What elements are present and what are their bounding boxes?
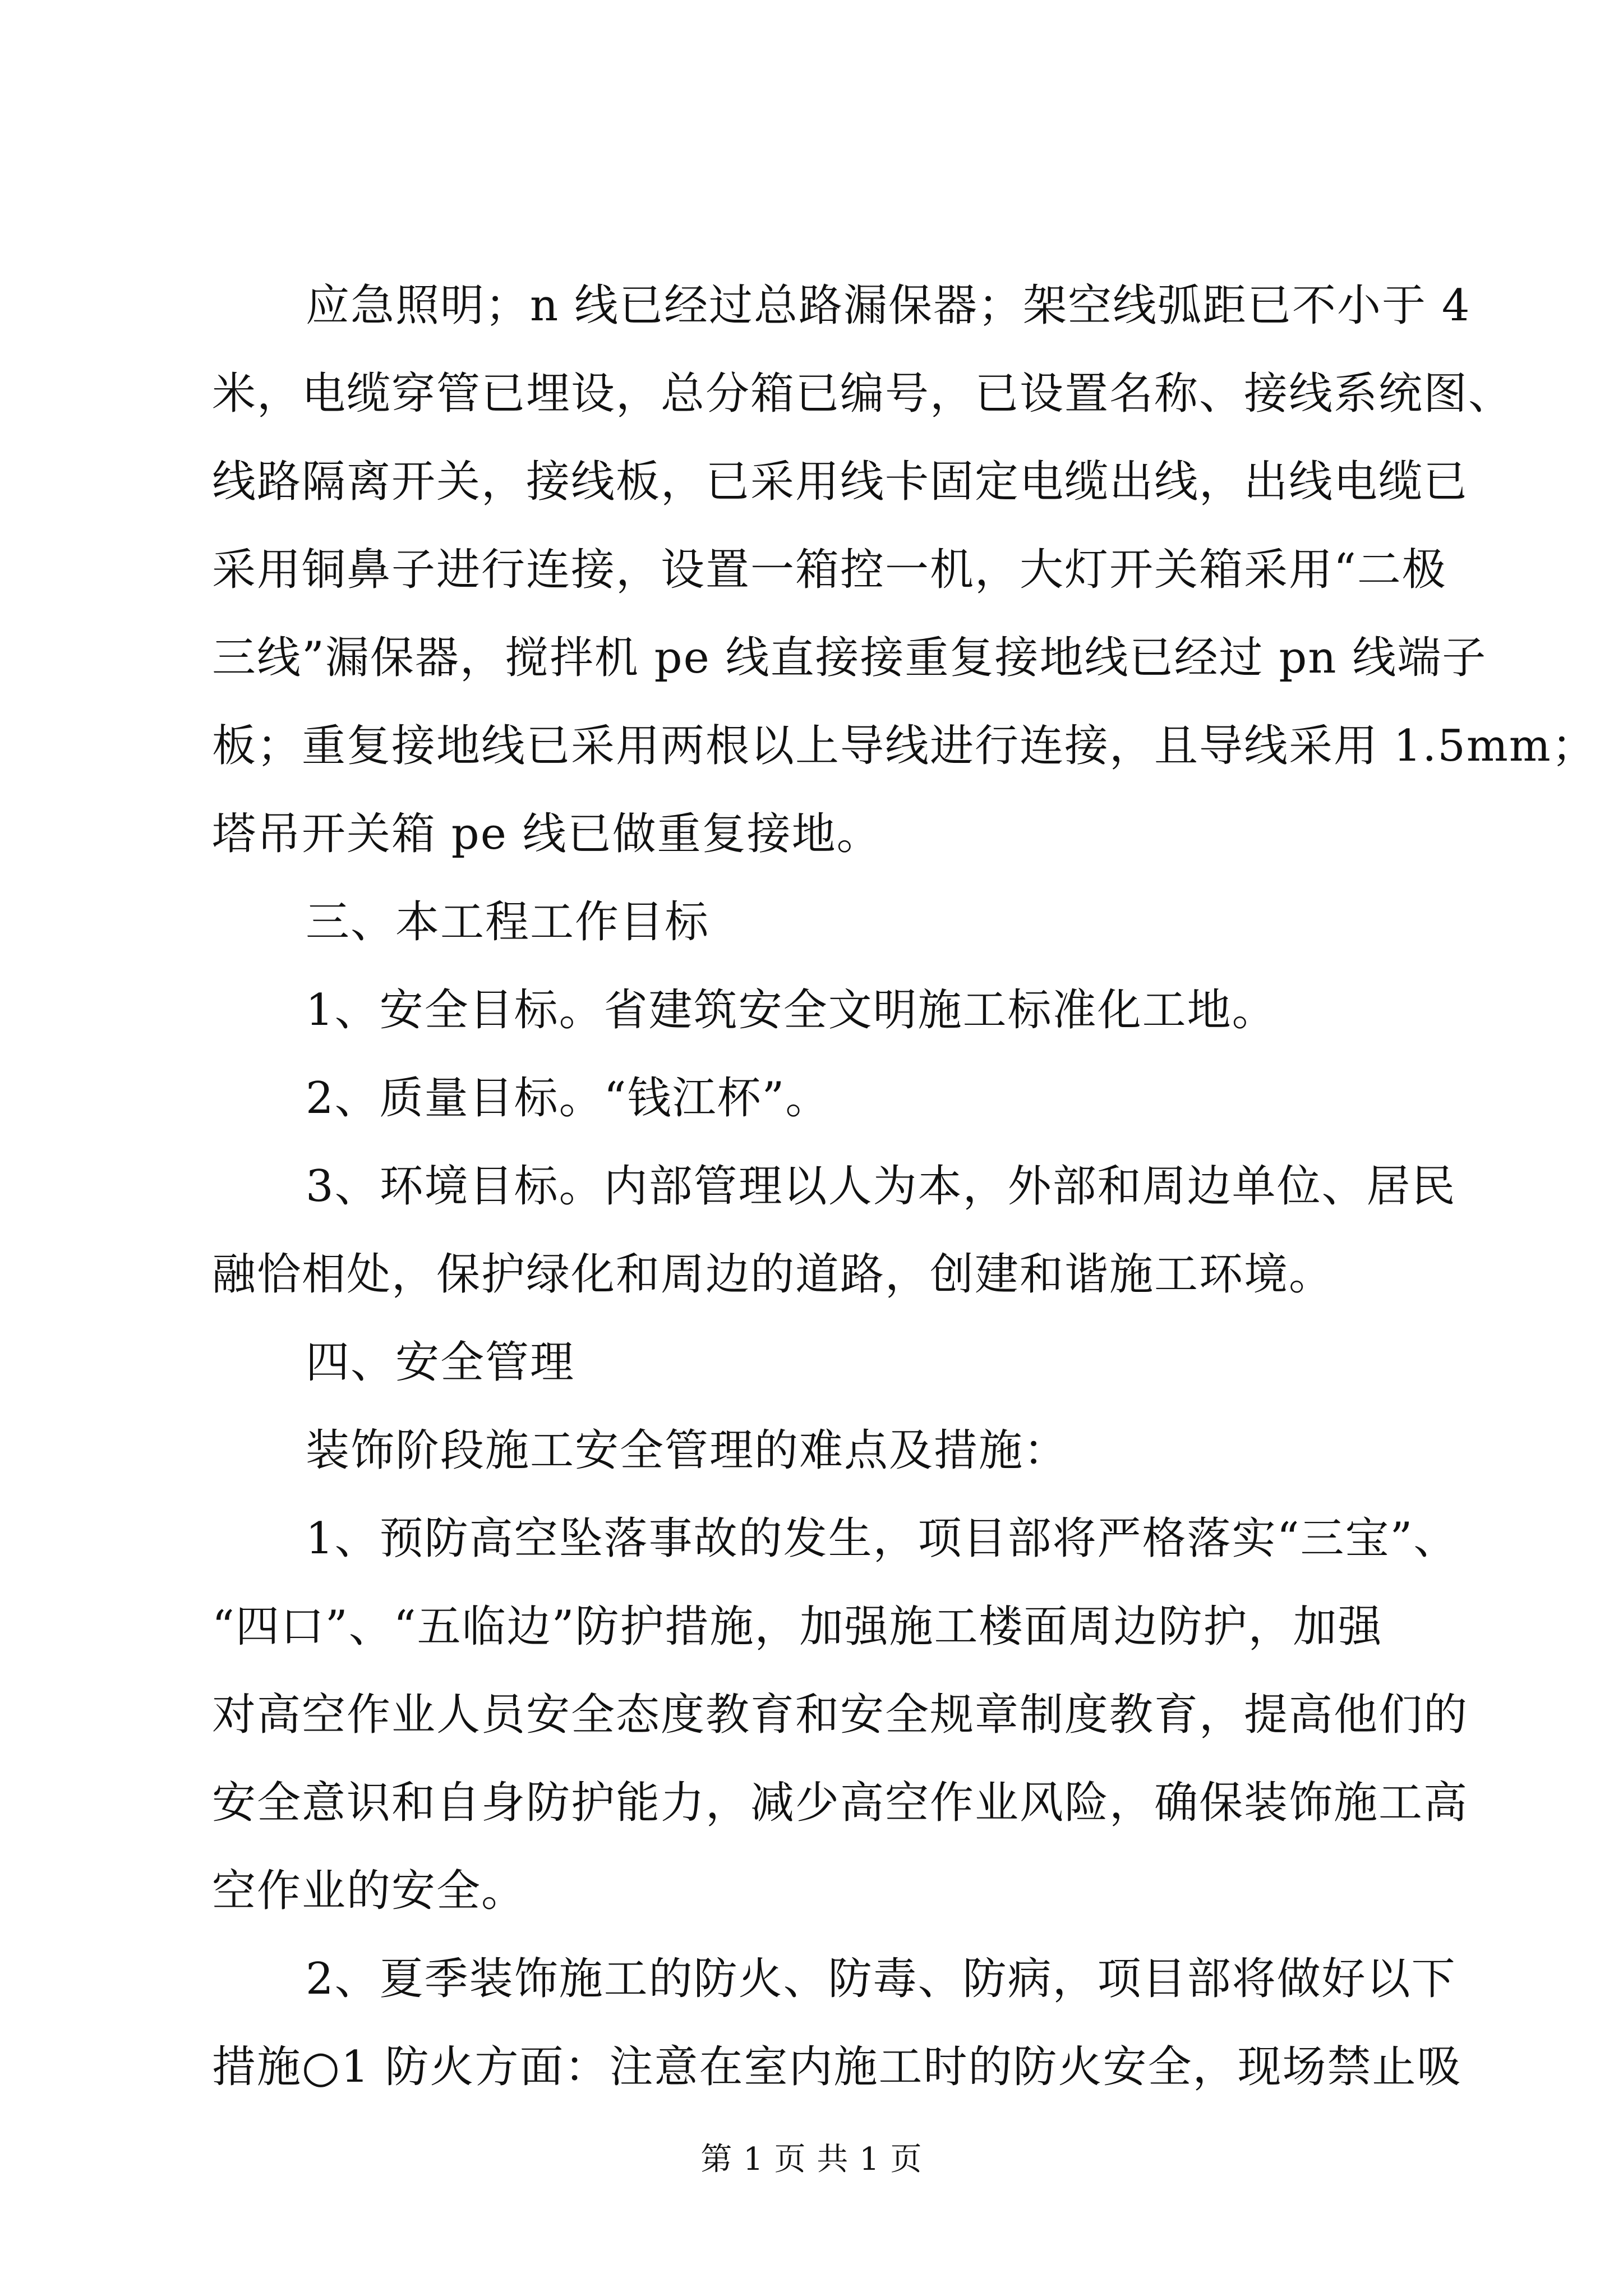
text-line: 1、预防高空坠落事故的发生，项目部将严格落实“三宝”、	[306, 1513, 1459, 1564]
text-line: 对高空作业人员安全态度教育和安全规章制度教育，提高他们的	[212, 1690, 1469, 1740]
section-heading: 四、安全管理	[306, 1337, 575, 1388]
page-footer: 第 1 页 共 1 页	[700, 2141, 923, 2178]
text-line: 三线”漏保器，搅拌机 pe 线直接接重复接地线已经过 pn 线端子	[212, 633, 1487, 683]
text-line: 装饰阶段施工安全管理的难点及措施：	[306, 1425, 1069, 1476]
text-line: 1、安全目标。省建筑安全文明施工标准化工地。	[306, 985, 1277, 1036]
text-line: 线路隔离开关，接线板，已采用线卡固定电缆出线，出线电缆已	[212, 457, 1469, 507]
text-line: “四口”、“五临边”防护措施，加强施工楼面周边防护，加强	[212, 1602, 1383, 1652]
text-line: 安全意识和自身防护能力，减少高空作业风险，确保装饰施工高	[212, 1778, 1469, 1828]
text-line: 措施○1 防火方面：注意在室内施工时的防火安全，现场禁止吸	[212, 2042, 1462, 2092]
text-line: 应急照明；n 线已经过总路漏保器；架空线弧距已不小于 4	[306, 280, 1471, 331]
text-line: 板；重复接地线已采用两根以上导线进行连接，且导线采用 1.5mm；	[212, 721, 1597, 771]
text-line: 采用铜鼻子进行连接，设置一箱控一机，大灯开关箱采用“二极	[212, 545, 1447, 595]
text-line: 3、环境目标。内部管理以人为本，外部和周边单位、居民	[306, 1161, 1456, 1212]
text-line: 米，电缆穿管已埋设，总分箱已编号，已设置名称、接线系统图、	[212, 369, 1514, 419]
section-heading: 三、本工程工作目标	[306, 897, 710, 947]
text-line: 空作业的安全。	[212, 1866, 527, 1916]
text-line: 2、夏季装饰施工的防火、防毒、防病，项目部将做好以下	[306, 1954, 1456, 2004]
text-line: 融恰相处，保护绿化和周边的道路，创建和谐施工环境。	[212, 1249, 1334, 1300]
text-line: 2、质量目标。“钱江杯”。	[306, 1073, 831, 1124]
text-line: 塔吊开关箱 pe 线已做重复接地。	[212, 809, 882, 859]
